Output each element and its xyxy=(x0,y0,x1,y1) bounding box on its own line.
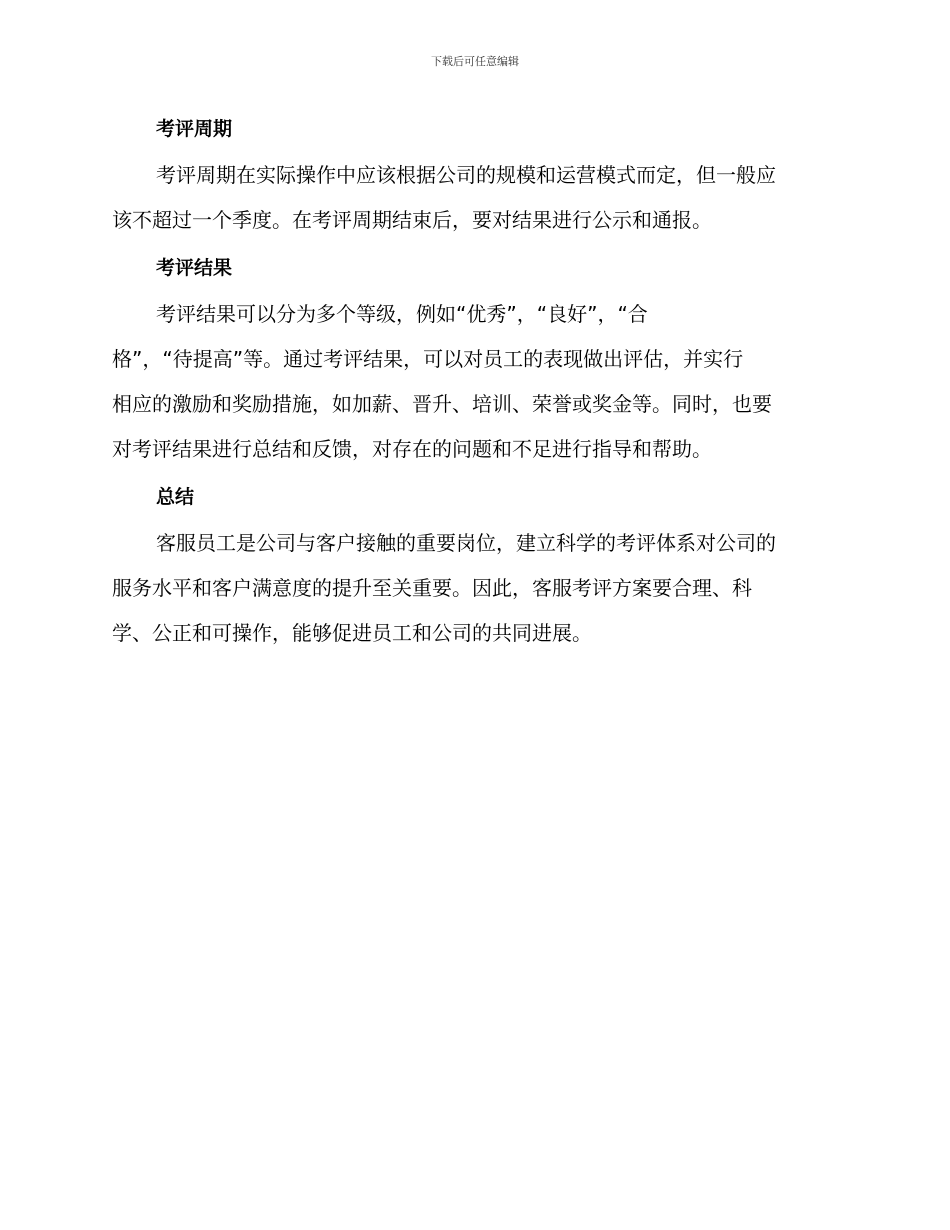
section-summary xyxy=(112,480,830,656)
section-heading: 考评结果 xyxy=(156,257,233,279)
paragraph xyxy=(112,292,830,472)
section-heading: 总结 xyxy=(156,486,195,508)
paragraph-line: 相应的激励和奖励措施，如加薪、晋升、培训、荣誉或奖金等。同时，也要 xyxy=(112,392,772,416)
paragraph-line: 该不超过一个季度。在考评周期结束后，要对结果进行公示和通报。 xyxy=(112,208,712,232)
document-body xyxy=(112,112,830,656)
paragraph-line: 考评周期在实际操作中应该根据公司的规模和运营模式而定，但一般应 xyxy=(156,163,776,187)
paragraph-line: 格”，“待提高”等。通过考评结果，可以对员工的表现做出评估，并实行 xyxy=(112,347,744,371)
section-review-results xyxy=(112,251,830,480)
page-header-note: 下载后可任意编辑 xyxy=(431,55,519,68)
paragraph-line: 服务水平和客户满意度的提升至关重要。因此，客服考评方案要合理、科 xyxy=(112,576,752,600)
paragraph-line: 学、公正和可操作，能够促进员工和公司的共同进展。 xyxy=(112,621,592,645)
paragraph-line: 对考评结果进行总结和反馈，对存在的问题和不足进行指导和帮助。 xyxy=(112,437,712,461)
section-review-cycle xyxy=(112,112,830,251)
paragraph xyxy=(112,521,830,656)
section-heading: 考评周期 xyxy=(156,118,233,140)
paragraph xyxy=(112,153,830,243)
paragraph-line: 客服员工是公司与客户接触的重要岗位，建立科学的考评体系对公司的 xyxy=(156,531,776,555)
paragraph-line: 考评结果可以分为多个等级，例如“优秀”，“良好”，“合 xyxy=(156,302,648,326)
